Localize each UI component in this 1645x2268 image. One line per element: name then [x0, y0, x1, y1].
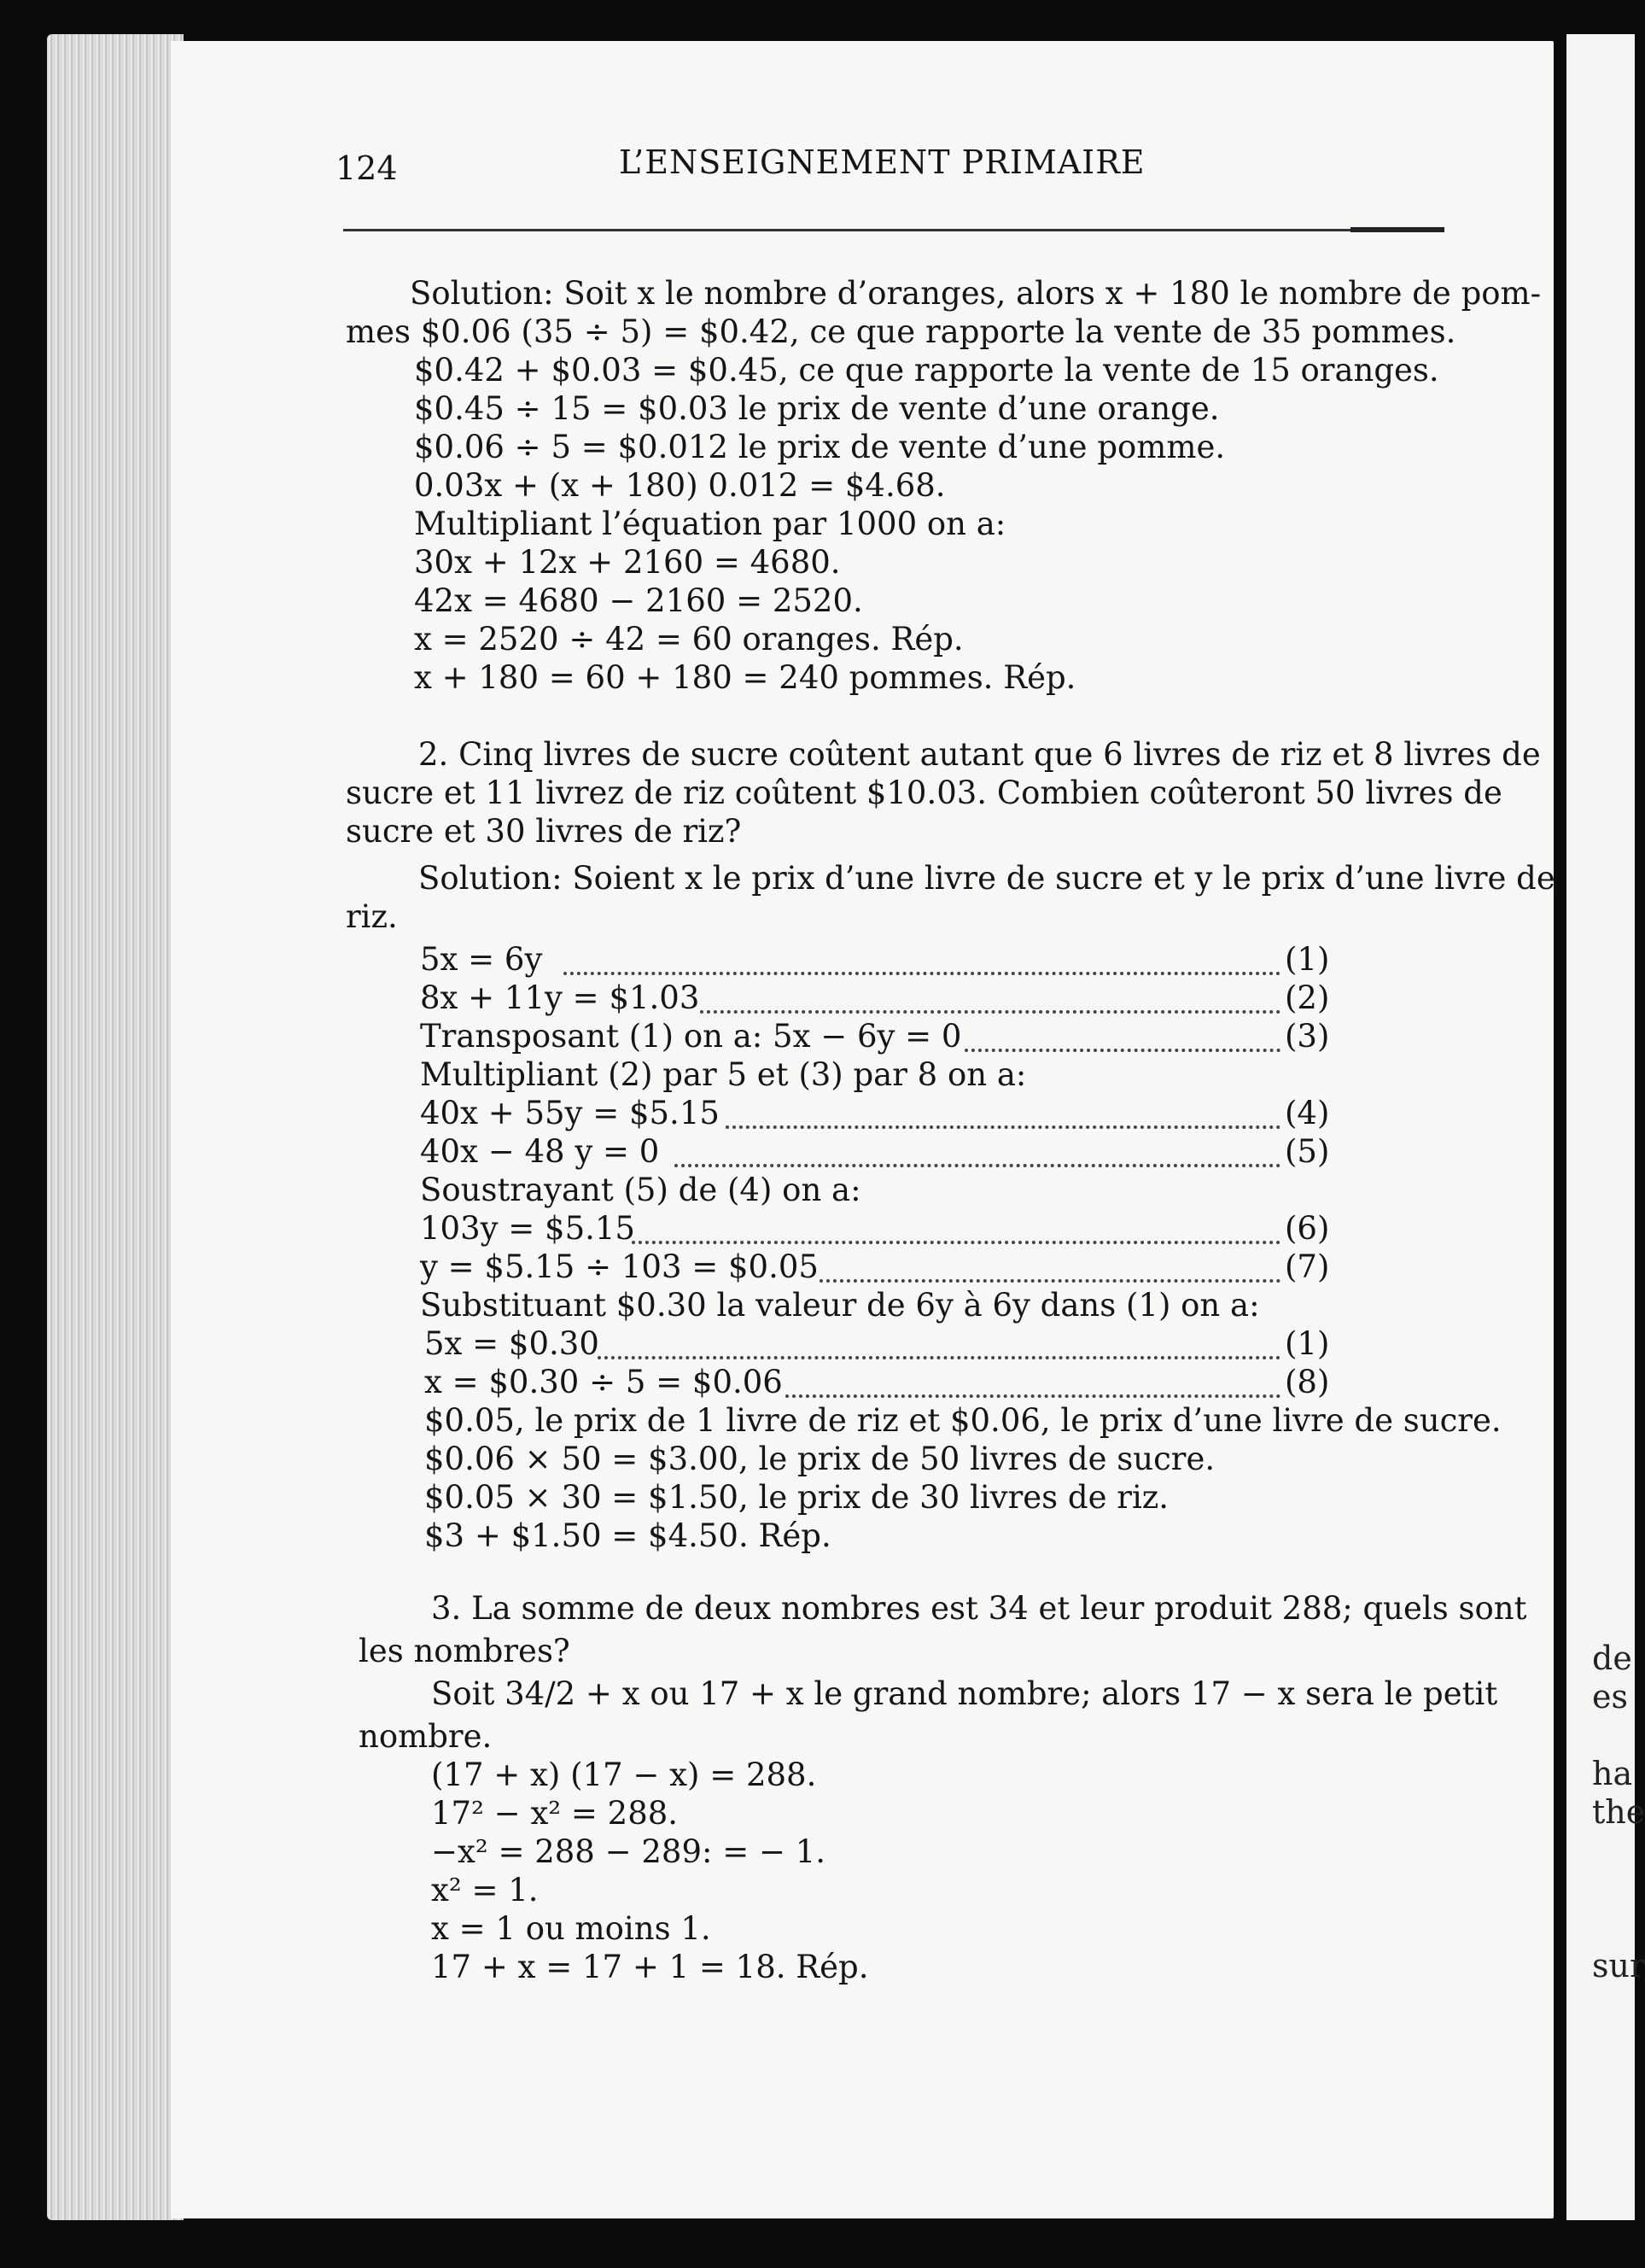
text-line-21: 40x + 55y = $5.15 — [420, 1095, 720, 1131]
text-line-16: riz. — [346, 898, 398, 935]
facing-fragment: de — [1592, 1640, 1632, 1677]
text-line-42: 17 + x = 17 + 1 = 18. Rép. — [431, 1949, 869, 1985]
text-line-36: nombre. — [359, 1718, 493, 1755]
text-line-17: 5x = 6y — [420, 941, 543, 978]
text-line-23: Soustrayant (5) de (4) on a: — [420, 1172, 861, 1208]
equation-number: (8) — [1285, 1364, 1330, 1400]
dot-leader — [674, 1133, 1280, 1167]
text-line-35: Soit 34/2 + x ou 17 + x le grand nombre; alors 17 − x sera le petit — [431, 1675, 1498, 1712]
equation-number: (2) — [1285, 979, 1330, 1016]
equation-number: (3) — [1285, 1018, 1330, 1055]
text-line-25: y = $5.15 ÷ 103 = $0.05 — [420, 1248, 819, 1285]
text-line-30: $0.06 × 50 = $3.00, le prix de 50 livres de sucre. — [424, 1441, 1216, 1477]
text-line-19: Transposant (1) on a: 5x − 6y = 0 — [420, 1018, 962, 1055]
facing-page-edge — [1566, 34, 1635, 2220]
text-line-40: x² = 1. — [431, 1872, 539, 1909]
text-line-22: 40x − 48 y = 0 — [420, 1133, 660, 1170]
text-line-34: les nombres? — [359, 1633, 570, 1669]
dot-leader — [785, 1364, 1280, 1398]
text-line-7: Multipliant l’équation par 1000 on a: — [414, 506, 1006, 542]
text-line-6: 0.03x + (x + 180) 0.012 = $4.68. — [414, 467, 946, 504]
dot-leader — [700, 979, 1280, 1014]
text-line-18: 8x + 11y = $1.03 — [420, 979, 700, 1016]
text-line-27: 5x = $0.30 — [424, 1325, 599, 1362]
text-line-3: $0.42 + $0.03 = $0.45, ce que rapporte la vente de 15 oranges. — [414, 352, 1439, 389]
text-line-1: Solution: Soit x le nombre d’oranges, alors x + 180 le nombre de pom- — [410, 275, 1542, 312]
text-line-11: x + 180 = 60 + 180 = 240 pommes. Rép. — [414, 659, 1076, 696]
text-line-9: 42x = 4680 − 2160 = 2520. — [414, 582, 863, 619]
facing-fragment: sur — [1592, 1947, 1645, 1984]
text-line-28: x = $0.30 ÷ 5 = $0.06 — [424, 1364, 783, 1400]
text-line-31: $0.05 × 30 = $1.50, le prix de 30 livres de riz. — [424, 1479, 1170, 1516]
text-line-37: (17 + x) (17 − x) = 288. — [431, 1757, 817, 1793]
text-line-29: $0.05, le prix de 1 livre de riz et $0.06, le prix d’une livre de sucre. — [424, 1402, 1502, 1439]
facing-fragment: ha — [1592, 1755, 1633, 1792]
text-line-41: x = 1 ou moins 1. — [431, 1910, 711, 1947]
dot-leader — [563, 941, 1280, 975]
equation-number: (1) — [1285, 941, 1330, 978]
text-line-5: $0.06 ÷ 5 = $0.012 le prix de vente d’une pomme. — [414, 429, 1226, 465]
dot-leader — [726, 1095, 1280, 1129]
header-rule — [343, 229, 1444, 231]
facing-fragment: es — [1592, 1678, 1628, 1716]
equation-number: (5) — [1285, 1133, 1330, 1170]
page-stack-edges — [47, 34, 184, 2220]
text-line-2: mes $0.06 (35 ÷ 5) = $0.42, ce que rapporte la vente de 35 pommes. — [346, 313, 1456, 350]
equation-number: (4) — [1285, 1095, 1330, 1131]
facing-fragment: the — [1592, 1793, 1645, 1831]
text-line-33: 3. La somme de deux nombres est 34 et leur produit 288; quels sont — [431, 1590, 1527, 1627]
running-title: L’ENSEIGNEMENT PRIMAIRE — [619, 143, 1146, 181]
text-line-32: $3 + $1.50 = $4.50. Rép. — [424, 1517, 831, 1554]
equation-number: (6) — [1285, 1210, 1330, 1247]
text-line-15: Solution: Soient x le prix d’une livre de sucre et y le prix d’une livre de — [418, 860, 1555, 897]
text-line-39: −x² = 288 − 289: = − 1. — [431, 1833, 826, 1870]
dot-leader — [820, 1248, 1280, 1283]
text-line-10: x = 2520 ÷ 42 = 60 oranges. Rép. — [414, 621, 964, 658]
text-line-24: 103y = $5.15 — [420, 1210, 635, 1247]
equation-number: (1) — [1285, 1325, 1330, 1362]
equation-number: (7) — [1285, 1248, 1330, 1285]
text-line-4: $0.45 ÷ 15 = $0.03 le prix de vente d’une orange. — [414, 390, 1220, 427]
text-line-20: Multipliant (2) par 5 et (3) par 8 on a: — [420, 1056, 1027, 1093]
dot-leader — [598, 1325, 1280, 1359]
page-number: 124 — [335, 149, 398, 187]
text-line-8: 30x + 12x + 2160 = 4680. — [414, 544, 841, 581]
dot-leader — [965, 1018, 1280, 1052]
text-line-14: sucre et 30 livres de riz? — [346, 813, 742, 850]
text-line-26: Substituant $0.30 la valeur de 6y à 6y dans (1) on a: — [420, 1287, 1260, 1324]
text-line-12: 2. Cinq livres de sucre coûtent autant que 6 livres de riz et 8 livres de — [418, 736, 1541, 773]
dot-leader — [632, 1210, 1280, 1244]
text-line-13: sucre et 11 livrez de riz coûtent $10.03. Combien coûteront 50 livres de — [346, 775, 1502, 811]
text-line-38: 17² − x² = 288. — [431, 1795, 679, 1832]
